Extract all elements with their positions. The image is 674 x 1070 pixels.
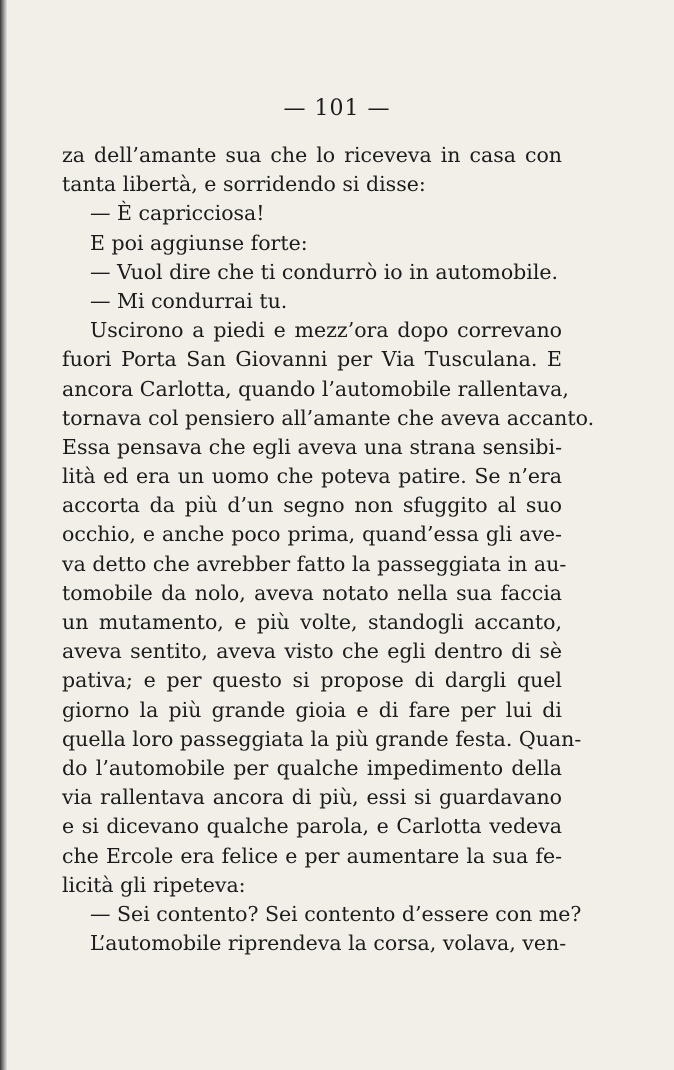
text-line: ancora Carlotta, quando l’automobile rallentava, [62,376,569,401]
text-line: Essa pensava che egli aveva una strana sensibi- [62,434,562,459]
text-line: lità ed era un uomo che poteva patire. Se n’era [62,464,562,489]
text-line: un mutamento, e più volte, standogli accanto, [62,610,562,634]
text-line: tornava col pensiero all’amante che aveva accanto. [62,405,595,430]
text-line: via rallentava ancora di più, essi si guardavano [62,785,562,810]
page-binding-edge [0,0,7,1070]
text-line: tomobile da nolo, aveva notato nella sua faccia [62,580,562,605]
text-line: Uscirono a piedi e mezz’ora dopo correvano [90,318,562,343]
text-line: occhio, e anche poco prima, quand’essa gli ave- [62,522,562,547]
text-line: — Sei contento? Sei contento d’essere con me? [90,901,582,926]
text-line: pativa; e per questo si propose di dargli quel [62,668,562,693]
text-line: E poi aggiunse forte: [90,230,308,255]
text-line: che Ercole era felice e per aumentare la sua fe- [62,843,562,868]
body-text [62,141,595,958]
text-line: licità gli ripeteva: [62,872,246,897]
text-line: tanta libertà, e sorridendo si disse: [62,172,426,197]
text-line: va detto che avrebber fatto la passeggiata in au- [62,551,567,576]
text-line: — Mi condurrai tu. [90,288,288,313]
text-line: — Vuol dire che ti condurrò io in automobile. [90,259,559,284]
text-line: quella loro passeggiata la più grande festa. Quan- [62,726,582,751]
text-line: do l’automobile per qualche impedimento della [62,755,562,780]
page-number: — 101 — [283,96,391,121]
text-line: za dell’amante sua che lo riceveva in casa con [62,143,562,167]
text-line: e si dicevano qualche parola, e Carlotta vedeva [62,814,562,839]
text-line: aveva sentito, aveva visto che egli dentro di sè [62,639,562,664]
text-line: giorno la più grande gioia e di fare per lui di [62,697,562,722]
text-line: — È capricciosa! [90,201,265,226]
text-line: accorta da più d’un segno non sfuggito al suo [62,493,562,518]
text-line: L’automobile riprendeva la corsa, volava, ven- [90,931,567,956]
text-line: fuori Porta San Giovanni per Via Tusculana. E [62,347,562,372]
